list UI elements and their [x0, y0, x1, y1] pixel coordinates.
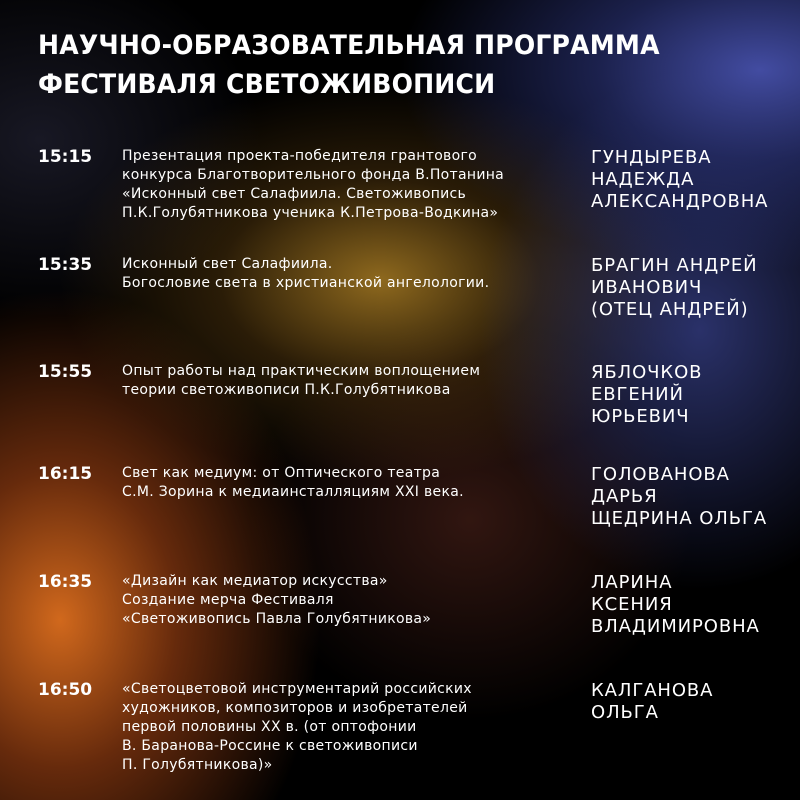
talk-title-line: П.К.Голубятникова ученика К.Петрова-Водкина» [122, 205, 499, 221]
talk-title-line: С.М. Зорина к медиаинсталляциям XXI века. [122, 484, 464, 500]
talk-title [122, 572, 582, 629]
talk-title-line: П. Голубятникова)» [122, 757, 273, 773]
talk-title-line: художников, композиторов и изобретателей [122, 700, 468, 716]
page-title-line-2: ФЕСТИВАЛЯ СВЕТОЖИВОПИСИ [38, 69, 496, 100]
talk-title-line: «Светоживопись Павла Голубятникова» [122, 611, 432, 627]
speaker-name-line: ГОЛОВАНОВА [591, 464, 730, 485]
speaker-name-line: БРАГИН АНДРЕЙ [591, 255, 758, 276]
talk-title [122, 147, 582, 223]
talk-title-line: Презентация проекта-победителя грантового [122, 148, 477, 164]
talk-title [122, 255, 582, 293]
speaker-name [591, 572, 796, 638]
speaker-name-line: КАЛГАНОВА [591, 680, 714, 701]
speaker-name-line: ЯБЛОЧКОВ [591, 362, 703, 383]
speaker-name-line: (ОТЕЦ АНДРЕЙ) [591, 299, 749, 320]
talk-title-line: конкурса Благотворительного фонда В.Потанина [122, 167, 505, 183]
speaker-name-line: ИВАНОВИЧ [591, 277, 703, 298]
schedule-time: 15:15 [38, 147, 93, 167]
talk-title [122, 464, 582, 502]
speaker-name-line: ГУНДЫРЕВА [591, 147, 712, 168]
speaker-name-line: ОЛЬГА [591, 702, 659, 723]
speaker-name-line: ЮРЬЕВИЧ [591, 406, 690, 427]
talk-title-line: В. Баранова-Россине к светоживописи [122, 738, 418, 754]
speaker-name [591, 680, 796, 724]
talk-title [122, 362, 582, 400]
talk-title-line: Богословие света в христианской ангелологии. [122, 275, 490, 291]
speaker-name-line: АЛЕКСАНДРОВНА [591, 191, 769, 212]
speaker-name-line: ДАРЬЯ [591, 486, 658, 507]
speaker-name-line: НАДЕЖДА [591, 169, 695, 190]
speaker-name [591, 464, 796, 530]
speaker-name-line: ЕВГЕНИЙ [591, 384, 684, 405]
speaker-name-line: КСЕНИЯ [591, 594, 673, 615]
speaker-name-line: ВЛАДИМИРОВНА [591, 616, 760, 637]
schedule-time: 16:50 [38, 680, 93, 700]
speaker-name-line: ЩЕДРИНА ОЛЬГА [591, 508, 768, 529]
schedule-time: 15:35 [38, 255, 93, 275]
talk-title-line: Свет как медиум: от Оптического театра [122, 465, 441, 481]
speaker-name [591, 255, 796, 321]
schedule-time: 15:55 [38, 362, 93, 382]
talk-title-line: «Исконный свет Салафиила. Светоживопись [122, 186, 467, 202]
talk-title-line: первой половины XX в. (от оптофонии [122, 719, 417, 735]
speaker-name [591, 362, 796, 428]
talk-title-line: Создание мерча Фестиваля [122, 592, 334, 608]
talk-title-line: теории светоживописи П.К.Голубятникова [122, 382, 451, 398]
talk-title-line: «Светоцветовой инструментарий российских [122, 681, 472, 697]
page-title [38, 26, 660, 104]
speaker-name-line: ЛАРИНА [591, 572, 673, 593]
page-title-line-1: НАУЧНО-ОБРАЗОВАТЕЛЬНАЯ ПРОГРАММА [38, 30, 660, 61]
speaker-name [591, 147, 796, 213]
schedule-time: 16:35 [38, 572, 93, 592]
talk-title-line: «Дизайн как медиатор искусства» [122, 573, 388, 589]
schedule-time: 16:15 [38, 464, 93, 484]
talk-title-line: Исконный свет Салафиила. [122, 256, 333, 272]
talk-title-line: Опыт работы над практическим воплощением [122, 363, 481, 379]
talk-title [122, 680, 582, 775]
